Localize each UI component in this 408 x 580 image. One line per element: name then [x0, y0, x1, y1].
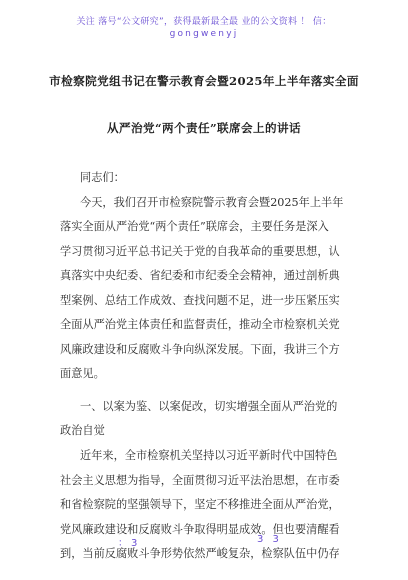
- body-line: 今天，我们召开市检察院警示教育会暨2025年上半年: [80, 196, 344, 209]
- body-line: 风廉政建设和反腐败斗争向纵深发展。下面，我讲三个方: [60, 343, 340, 356]
- section-heading: 一、以案为鉴、以案促改，切实增强全面从严治党的: [80, 400, 338, 413]
- body-line: 和省检察院的坚强领导下，坚定不移推进全面从严治党，: [60, 498, 340, 511]
- body-line: 真落实中央纪委、省纪委和市纪委全会精神，通过剖析典: [60, 269, 340, 282]
- body-line: 近年来，全市检察机关坚持以习近平新时代中国特色: [80, 449, 338, 462]
- section-heading: 政治自觉: [60, 424, 105, 437]
- footer-right-page-number: 3 3: [257, 534, 282, 545]
- salutation: 同志们：: [80, 171, 125, 184]
- body-line: 党风廉政建设和反腐败斗争取得明显成效。但也要清醒看: [60, 523, 340, 536]
- body-line: 落实全面从严治党“两个责任”联席会，主要任务是深入: [60, 220, 329, 233]
- title-line-2: 从严治党“两个责任”联席会上的讲话: [106, 121, 302, 135]
- body-line: 到，当前反腐败斗争形势依然严峻复杂，检察队伍中仍存: [60, 547, 340, 560]
- body-line: 面意见。: [60, 367, 105, 380]
- header-notice: 关注 落号“公文研究”，获得最新最全最 业的公文资料 ！ 信：: [76, 17, 332, 27]
- body-line: 学习贯彻习近平总书记关于党的自我革命的重要思想，认: [60, 245, 340, 258]
- title-line-1: 市检察院党组书记在警示教育会暨2025年上半年落实全面: [49, 74, 359, 88]
- footer-left-page-number: ：3: [118, 538, 141, 549]
- body-line: 全面从严治党主体责任和监督责任，推动全市检察机关党: [60, 318, 340, 331]
- body-line: 型案例、总结工作成效、查找问题不足，进一步压紧压实: [60, 294, 340, 307]
- body-line: 社会主义思想为指导，全面贯彻习近平法治思想，在市委: [60, 474, 340, 487]
- header-account: gongwenyj: [169, 29, 239, 39]
